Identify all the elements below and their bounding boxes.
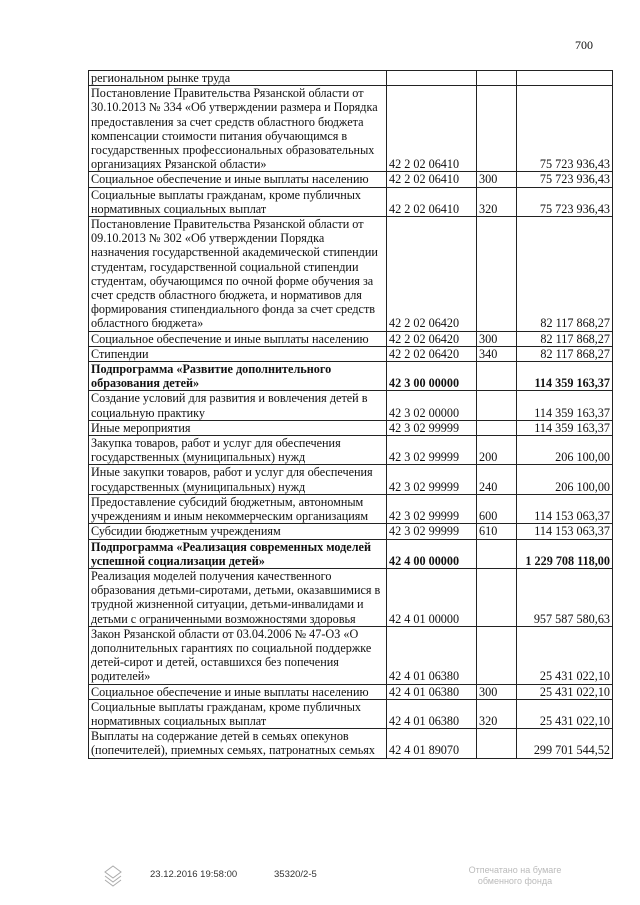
row-code: 42 4 01 89070 (387, 729, 477, 758)
row-code: 42 2 02 06410 (387, 172, 477, 187)
row-sum: 114 359 163,37 (517, 420, 613, 435)
row-code: 42 4 00 00000 (387, 539, 477, 568)
table-row (89, 331, 613, 346)
row-code: 42 3 02 99999 (387, 436, 477, 465)
row-sum: 299 701 544,52 (517, 729, 613, 758)
row-code: 42 2 02 06410 (387, 86, 477, 172)
page-number: 700 (575, 38, 593, 52)
table-row (89, 391, 613, 420)
row-name: Подпрограмма «Развитие дополнительного образования детей» (89, 362, 387, 391)
row-type: 300 (477, 172, 517, 187)
row-code: 42 3 02 00000 (387, 391, 477, 420)
row-name: Закон Рязанской области от 03.04.2006 № 47-ОЗ «О дополнительных гарантиях по социальной поддержке детей-сирот и детей, оставшихся без попечения родителей» (89, 626, 387, 684)
row-name: Реализация моделей получения качественного образования детьми-сиротами, детьми, оказавшимися в трудной жизненной ситуации, детьми-инвалидами и детьми с ограниченными возможностями здоровья (89, 568, 387, 626)
row-code: 42 2 02 06410 (387, 187, 477, 216)
table-row (89, 465, 613, 494)
row-code: 42 2 02 06420 (387, 346, 477, 361)
row-name: Субсидии бюджетным учреждениям (89, 524, 387, 539)
row-code: 42 2 02 06420 (387, 331, 477, 346)
row-type: 300 (477, 684, 517, 699)
row-name: Предоставление субсидий бюджетным, автономным учреждениям и иным некоммерческим организациям (89, 494, 387, 523)
table-row (89, 684, 613, 699)
row-type: 340 (477, 346, 517, 361)
row-type (477, 568, 517, 626)
row-name: Иные мероприятия (89, 420, 387, 435)
row-type (477, 539, 517, 568)
footer-timestamp: 23.12.2016 19:58:00 (150, 869, 238, 880)
footer-stamp-line2: обменного фонда (477, 876, 553, 886)
table-row (89, 71, 613, 86)
row-sum: 82 117 868,27 (517, 346, 613, 361)
row-sum (517, 71, 613, 86)
row-sum: 75 723 936,43 (517, 187, 613, 216)
row-type: 610 (477, 524, 517, 539)
row-sum: 206 100,00 (517, 465, 613, 494)
row-code: 42 3 02 99999 (387, 465, 477, 494)
table-row (89, 436, 613, 465)
table-row (89, 568, 613, 626)
row-type (477, 362, 517, 391)
row-sum: 25 431 022,10 (517, 684, 613, 699)
table-row (89, 494, 613, 523)
row-name: Социальное обеспечение и иные выплаты населению (89, 172, 387, 187)
row-sum: 25 431 022,10 (517, 699, 613, 728)
row-sum: 114 359 163,37 (517, 362, 613, 391)
row-code: 42 2 02 06420 (387, 217, 477, 332)
row-code: 42 3 02 99999 (387, 420, 477, 435)
row-type: 320 (477, 699, 517, 728)
row-sum: 25 431 022,10 (517, 626, 613, 684)
row-name: Стипендии (89, 346, 387, 361)
row-name: Социальное обеспечение и иные выплаты населению (89, 331, 387, 346)
table-row (89, 420, 613, 435)
row-name: Создание условий для развития и вовлечения детей в социальную практику (89, 391, 387, 420)
row-code: 42 3 02 99999 (387, 494, 477, 523)
footer-document-id: 35320/2-5 (274, 869, 317, 880)
row-name: Постановление Правительства Рязанской области от 30.10.2013 № 334 «Об утверждении размера и Порядка предоставления за счет средств областного бюджета компенсации стоимости питания обучающимся в государственных профессиональных образовательных организациях Рязанской области» (89, 86, 387, 172)
footer-stamp (440, 865, 590, 887)
row-name: Социальное обеспечение и иные выплаты населению (89, 684, 387, 699)
row-sum: 82 117 868,27 (517, 331, 613, 346)
row-type (477, 217, 517, 332)
row-type (477, 626, 517, 684)
row-sum: 75 723 936,43 (517, 86, 613, 172)
row-code (387, 71, 477, 86)
budget-table-body (89, 71, 613, 759)
row-type: 200 (477, 436, 517, 465)
row-name: Социальные выплаты гражданам, кроме публичных нормативных социальных выплат (89, 187, 387, 216)
row-type: 240 (477, 465, 517, 494)
row-type (477, 71, 517, 86)
row-type (477, 420, 517, 435)
row-name: Социальные выплаты гражданам, кроме публичных нормативных социальных выплат (89, 699, 387, 728)
row-sum: 114 153 063,37 (517, 524, 613, 539)
table-row (89, 346, 613, 361)
table-row (89, 362, 613, 391)
row-sum: 1 229 708 118,00 (517, 539, 613, 568)
table-row (89, 539, 613, 568)
row-code: 42 4 01 06380 (387, 626, 477, 684)
row-sum: 114 359 163,37 (517, 391, 613, 420)
table-row (89, 86, 613, 172)
row-sum: 75 723 936,43 (517, 172, 613, 187)
table-row (89, 729, 613, 758)
row-name: региональном рынке труда (89, 71, 387, 86)
row-type: 600 (477, 494, 517, 523)
row-name: Закупка товаров, работ и услуг для обеспечения государственных (муниципальных) нужд (89, 436, 387, 465)
row-name: Подпрограмма «Реализация современных моделей успешной социализации детей» (89, 539, 387, 568)
row-code: 42 3 00 00000 (387, 362, 477, 391)
budget-table (88, 70, 613, 759)
row-name: Постановление Правительства Рязанской области от 09.10.2013 № 302 «Об утверждении Порядка назначения государственной академической стипендии студентам, государственной социальной стипендии студентам, обучающимся по очной форме обучения за счет средств областного бюджета, и нормативов для формирования стипендиального фонда за счет средств областного бюджета» (89, 217, 387, 332)
row-type (477, 729, 517, 758)
row-code: 42 3 02 99999 (387, 524, 477, 539)
row-name: Иные закупки товаров, работ и услуг для обеспечения государственных (муниципальных) нужд (89, 465, 387, 494)
row-code: 42 4 01 06380 (387, 684, 477, 699)
row-code: 42 4 01 00000 (387, 568, 477, 626)
table-row (89, 217, 613, 332)
row-sum: 206 100,00 (517, 436, 613, 465)
page-footer (0, 863, 640, 893)
table-row (89, 699, 613, 728)
table-row (89, 172, 613, 187)
row-sum: 957 587 580,63 (517, 568, 613, 626)
printer-logo-icon (100, 863, 126, 889)
row-type (477, 86, 517, 172)
row-name: Выплаты на содержание детей в семьях опекунов (попечителей), приемных семьях, патронатных семьях (89, 729, 387, 758)
row-type: 300 (477, 331, 517, 346)
row-code: 42 4 01 06380 (387, 699, 477, 728)
table-row (89, 187, 613, 216)
row-type: 320 (477, 187, 517, 216)
table-row (89, 626, 613, 684)
footer-stamp-line1: Отпечатано на бумаге (468, 865, 562, 875)
table-row (89, 524, 613, 539)
row-sum: 114 153 063,37 (517, 494, 613, 523)
row-type (477, 391, 517, 420)
row-sum: 82 117 868,27 (517, 217, 613, 332)
